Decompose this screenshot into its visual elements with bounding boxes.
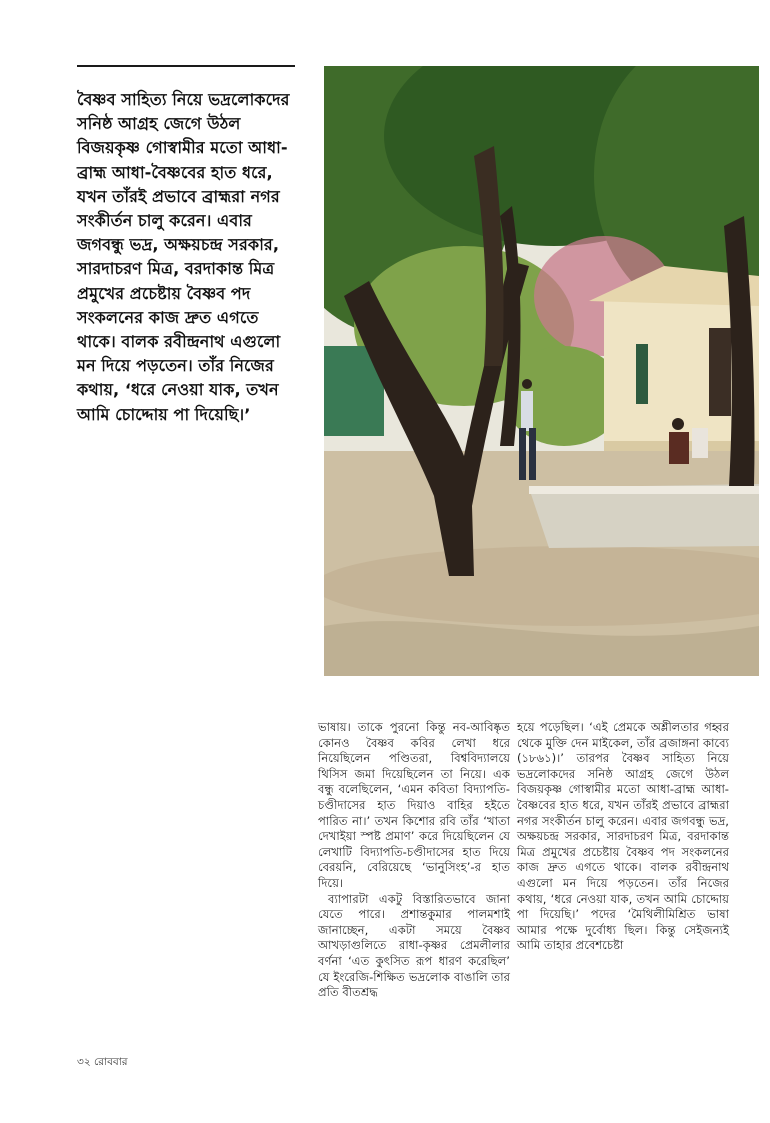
photo-illustration [324, 66, 759, 676]
body-paragraph: ভাষায়। তাকে পুরনো কিন্তু নব-আবিষ্কৃত কোনও বৈষ্ণব কবির লেখা ধরে নিয়েছিলেন পণ্ডিতরা, বিশ্ববিদ্যালয়ে থিসিস জমা দিয়েছিলেন তা নিয়ে। এক বন্ধু বলেছিলেন, ‘এমন কবিতা বিদ্যাপতি-চণ্ডীদাসের হাত দিয়াও বাহির হইতে পারিত না।’ তখন কিশোর রবি তাঁর ‘খাতা দেখাইয়া স্পষ্ট প্রমাণ’ করে দিয়েছিলেন যে লেখাটি বিদ্যাপতি-চণ্ডীদাসের হাত দিয়ে বেরয়নি, বেরিয়েছে ‘ভানুসিংহ’-র হাত দিয়ে। [318, 720, 510, 890]
body-paragraph: ব্যাপারটা একটু বিস্তারিতভাবে জানা যেতে পারে। প্রশান্তকুমার পালমশাই জানাচ্ছেন, একটা সময়ে বৈষ্ণব আখড়াগুলিতে রাধা-কৃষ্ণর প্রেমলীলার বর্ণনা ‘এত কুৎসিত রূপ ধারণ করেছিল’ যে ইংরেজি-শিক্ষিত ভদ্রলোক বাঙালি তার প্রতি বীতশ্রদ্ধ [318, 891, 510, 1000]
page-folio: ৩২ রোববার [77, 1056, 128, 1068]
body-paragraph: হয়ে পড়েছিল। ‘এই প্রেমকে অশ্লীলতার গহ্বর থেকে মুক্তি দেন মাইকেল, তাঁর ব্রজাঙ্গনা কাব্যে (১৮৬১)।’ তারপর বৈষ্ণব সাহিত্য নিয়ে ভদ্রলোকদের সনিষ্ঠ আগ্রহ জেগে উঠল বিজয়কৃষ্ণ গোস্বামীর মতো আধা-ব্রাহ্ম আধা-বৈষ্ণবের হাত ধরে, যখন তাঁরই প্রভাবে ব্রাহ্মরা নগর সংকীর্তন চালু করেন। এবার জগবন্ধু ভদ্র, অক্ষয়চন্দ্র সরকার, সারদাচরণ মিত্র, বরদাকান্ত মিত্র প্রমুখের প্রচেষ্টায় বৈষ্ণব পদ সংকলনের কাজ দ্রুত এগতে থাকে। বালক রবীন্দ্রনাথ এগুলো মন দিয়ে পড়তেন। তাঁর নিজের কথায়, ‘ধরে নেওয়া যাক, তখন আমি চোদ্দোয় পা দিয়েছি।’ পদের ‘মৈথিলীমিশ্রিত ভাষা আমার পক্ষে দুর্বোধ্য ছিল। কিন্তু সেইজন্যই আমি তাহার প্রবেশচেষ্টা [517, 720, 729, 953]
pull-quote: বৈষ্ণব সাহিত্য নিয়ে ভদ্রলোকদের সনিষ্ঠ আগ্রহ জেগে উঠল বিজয়কৃষ্ণ গোস্বামীর মতো আধা-ব্রাহ্ম আধা-বৈষ্ণবের হাত ধরে, যখন তাঁরই প্রভাবে ব্রাহ্মরা নগর সংকীর্তন চালু করেন। এবার জগবন্ধু ভদ্র, অক্ষয়চন্দ্র সরকার, সারদাচরণ মিত্র, বরদাকান্ত মিত্র প্রমুখের প্রচেষ্টায় বৈষ্ণব পদ সংকলনের কাজ দ্রুত এগতে থাকে। বালক রবীন্দ্রনাথ এগুলো মন দিয়ে পড়তেন। তাঁর নিজের কথায়, ‘ধরে নেওয়া যাক, তখন আমি চোদ্দোয় পা দিয়েছি।’ [77, 90, 290, 424]
campus-trees-photo [324, 66, 759, 676]
body-column-left [318, 720, 510, 1001]
pull-quote-rule [77, 65, 295, 67]
body-column-right [517, 720, 729, 954]
